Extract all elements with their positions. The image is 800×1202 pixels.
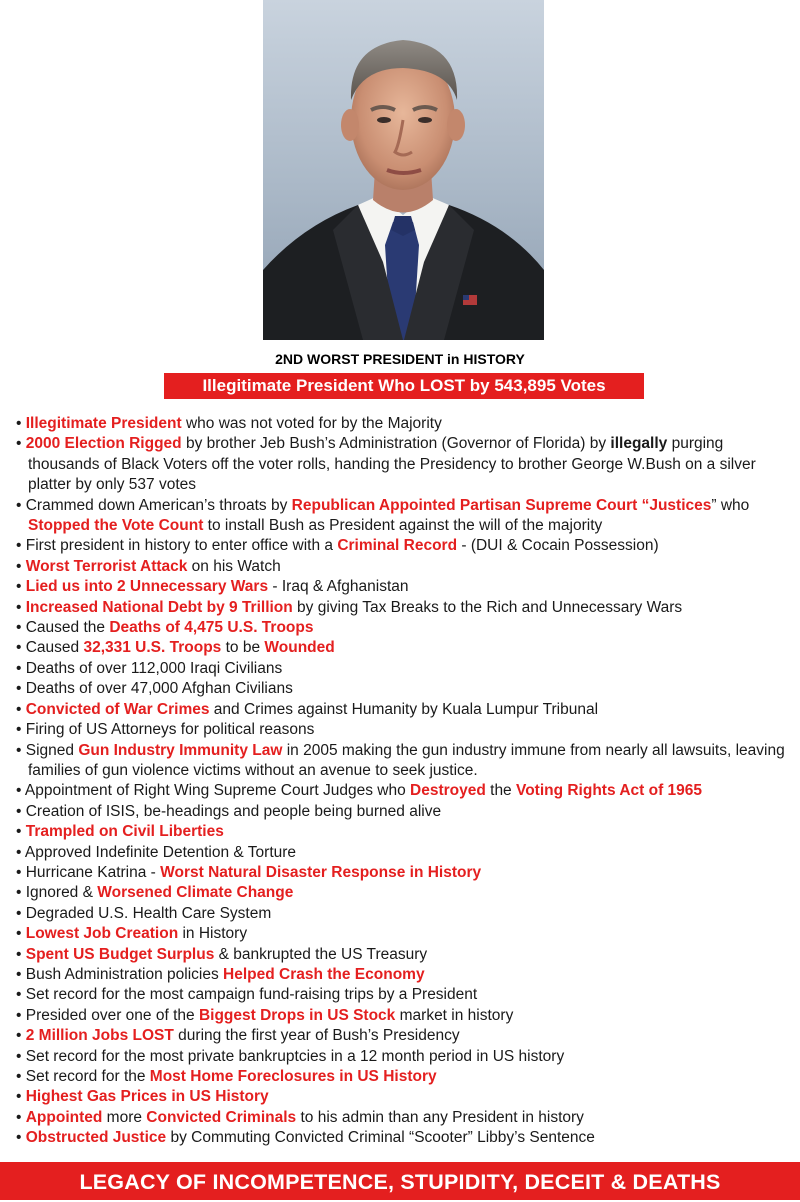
body-text: Firing of US Attorneys for political reasons	[25, 721, 315, 739]
list-item	[16, 781, 796, 801]
bullet-marker: •	[16, 1027, 26, 1045]
banner: Illegitimate President Who LOST by 543,895 Votes	[164, 373, 644, 399]
body-text: to install Bush as President against the will of the majority	[203, 517, 603, 535]
list-item	[16, 679, 796, 699]
bullet-marker: •	[16, 700, 26, 718]
body-text: who was not voted for by the Majority	[181, 415, 442, 432]
body-text: more	[102, 1108, 147, 1126]
list-item	[16, 536, 796, 556]
list-item	[16, 434, 796, 495]
portrait-photo	[263, 0, 544, 340]
list-item	[16, 924, 796, 944]
body-text: Signed	[25, 741, 79, 759]
bullet-marker: •	[16, 1047, 26, 1065]
highlight-text: Convicted of War Crimes	[25, 700, 210, 718]
body-text: Deaths of over 112,000 Iraqi Civilians	[25, 659, 283, 677]
list-item	[16, 904, 796, 924]
highlight-text: Lowest Job Creation	[25, 925, 179, 943]
bullet-marker: •	[16, 435, 26, 453]
list-item	[16, 638, 796, 658]
body-text: Creation of ISIS, be-headings and people being burned alive	[25, 802, 442, 820]
bullet-marker: •	[16, 619, 26, 637]
body-text: the	[485, 782, 516, 800]
bullet-marker: •	[16, 1068, 26, 1085]
body-text: market in history	[395, 1006, 514, 1024]
body-text: - (DUI & Cocain Possession)	[457, 537, 659, 555]
bullet-marker: •	[16, 904, 26, 922]
body-text: Set record for the most campaign fund-raising trips by a President	[25, 986, 478, 1004]
bold-text: illegally	[610, 435, 668, 453]
list-item	[16, 822, 796, 842]
list-item	[16, 1108, 796, 1128]
highlight-text: Highest Gas Prices in US History	[25, 1088, 269, 1106]
highlight-text: Republican Appointed Partisan Supreme Court “Justices	[291, 496, 712, 514]
body-text: - Iraq & Afghanistan	[268, 578, 409, 596]
body-text: and Crimes against Humanity by Kuala Lumpur Tribunal	[209, 700, 599, 718]
list-item	[16, 577, 796, 597]
highlight-text: Most Home Foreclosures in US History	[149, 1068, 437, 1085]
list-item	[16, 659, 796, 679]
body-text: Crammed down American’s throats by	[25, 496, 292, 514]
body-text: purging thousands of Black Voters off the voter rolls, handing the Presidency to brother George W.Bush on a silver platter by only 537 votes	[28, 435, 756, 494]
bullet-marker: •	[16, 639, 26, 657]
body-text: Caused	[25, 639, 84, 657]
bullet-marker: •	[16, 802, 26, 820]
body-text: to his admin than any President in history	[296, 1108, 584, 1126]
bullet-marker: •	[16, 578, 26, 596]
footer-banner: LEGACY OF INCOMPETENCE, STUPIDITY, DECEIT & DEATHS	[0, 1162, 800, 1200]
body-text: Presided over one of the	[25, 1006, 199, 1024]
bullet-marker: •	[16, 1129, 26, 1147]
list-item	[16, 1026, 796, 1046]
highlight-text: 32,331 U.S. Troops	[83, 639, 222, 657]
highlight-text: Illegitimate President	[25, 415, 182, 432]
bullet-marker: •	[16, 741, 26, 759]
highlight-text: Criminal Record	[337, 537, 458, 555]
list-item	[16, 741, 796, 782]
body-text: & bankrupted the US Treasury	[214, 945, 428, 963]
bullet-list	[16, 414, 796, 1149]
highlight-text: Increased National Debt by 9 Trillion	[25, 598, 293, 616]
list-item	[16, 945, 796, 965]
body-text: in 2005 making the gun industry immune from nearly all lawsuits, leaving families of gun violence victims without an avenue to seek justice.	[28, 741, 785, 779]
list-item	[16, 700, 796, 720]
body-text: Bush Administration policies	[25, 965, 224, 983]
bullet-marker: •	[16, 823, 26, 841]
highlight-text: Voting Rights Act of 1965	[516, 782, 703, 800]
highlight-text: 2000 Election Rigged	[25, 435, 182, 453]
portrait-illustration	[263, 0, 544, 340]
highlight-text: Worst Terrorist Attack	[25, 557, 188, 575]
highlight-text: Trampled on Civil Liberties	[25, 823, 224, 841]
body-text: in History	[178, 925, 248, 943]
body-text: Hurricane Katrina -	[25, 863, 161, 881]
bullet-marker: •	[16, 843, 25, 861]
body-text: Caused the	[25, 619, 110, 637]
list-item	[16, 1047, 796, 1067]
body-text: by brother Jeb Bush’s Administration (Governor of Florida) by	[181, 435, 611, 453]
bullet-marker: •	[16, 659, 26, 677]
bullet-marker: •	[16, 925, 26, 943]
bullet-marker: •	[16, 721, 26, 739]
highlight-text: Appointed	[25, 1108, 103, 1126]
body-text: First president in history to enter office with a	[25, 537, 338, 555]
list-item	[16, 720, 796, 740]
list-item	[16, 1006, 796, 1026]
body-text: Deaths of over 47,000 Afghan Civilians	[25, 680, 293, 698]
list-item	[16, 1128, 796, 1148]
list-item	[16, 883, 796, 903]
bullet-marker: •	[16, 945, 26, 963]
body-text: on his Watch	[187, 557, 281, 575]
list-item	[16, 496, 796, 537]
bullet-marker: •	[16, 782, 25, 800]
list-item	[16, 965, 796, 985]
list-item	[16, 414, 796, 434]
bullet-marker: •	[16, 863, 26, 881]
body-text: Approved Indefinite Detention & Torture	[24, 843, 297, 861]
body-text: Degraded U.S. Health Care System	[25, 904, 272, 922]
body-text: Ignored &	[25, 884, 98, 902]
body-text: Appointment of Right Wing Supreme Court Judges who	[24, 782, 411, 800]
bullet-marker: •	[16, 986, 26, 1004]
highlight-text: 2 Million Jobs LOST	[25, 1027, 174, 1045]
bullet-marker: •	[16, 965, 26, 983]
bullet-marker: •	[16, 496, 26, 514]
highlight-text: Wounded	[264, 639, 335, 657]
highlight-text: Stopped the Vote Count	[28, 517, 204, 535]
list-item	[16, 618, 796, 638]
bullet-marker: •	[16, 1006, 26, 1024]
body-text: Set record for the	[25, 1068, 150, 1085]
bullet-marker: •	[16, 1088, 26, 1106]
body-text: by Commuting Convicted Criminal “Scooter” Libby’s Sentence	[166, 1129, 595, 1147]
list-item	[16, 1067, 796, 1087]
highlight-text: Convicted Criminals	[146, 1108, 297, 1126]
highlight-text: Helped Crash the Economy	[223, 965, 425, 983]
highlight-text: Obstructed Justice	[25, 1129, 167, 1147]
list-item	[16, 802, 796, 822]
list-item	[16, 1087, 796, 1107]
body-text: ” who	[711, 496, 750, 514]
highlight-text: Spent US Budget Surplus	[25, 945, 215, 963]
bullet-marker: •	[16, 557, 26, 575]
bullet-marker: •	[16, 598, 26, 616]
list-item	[16, 557, 796, 577]
body-text: to be	[221, 639, 265, 657]
highlight-text: Gun Industry Immunity Law	[78, 741, 283, 759]
headline: 2ND WORST PRESIDENT in HISTORY	[275, 351, 525, 367]
bullet-marker: •	[16, 680, 26, 698]
list-item	[16, 598, 796, 618]
list-item	[16, 863, 796, 883]
list-item	[16, 843, 796, 863]
bullet-marker: •	[16, 1108, 26, 1126]
body-text: by giving Tax Breaks to the Rich and Unnecessary Wars	[292, 598, 683, 616]
bullet-marker: •	[16, 415, 26, 432]
highlight-text: Deaths of 4,475 U.S. Troops	[109, 619, 314, 637]
body-text: Set record for the most private bankruptcies in a 12 month period in US history	[25, 1047, 565, 1065]
list-item	[16, 985, 796, 1005]
highlight-text: Lied us into 2 Unnecessary Wars	[25, 578, 269, 596]
highlight-text: Biggest Drops in US Stock	[198, 1006, 396, 1024]
highlight-text: Destroyed	[410, 782, 486, 800]
bullet-marker: •	[16, 537, 26, 555]
highlight-text: Worsened Climate Change	[97, 884, 294, 902]
highlight-text: Worst Natural Disaster Response in History	[160, 863, 482, 881]
body-text: during the first year of Bush’s Presidency	[173, 1027, 460, 1045]
bullet-marker: •	[16, 884, 26, 902]
